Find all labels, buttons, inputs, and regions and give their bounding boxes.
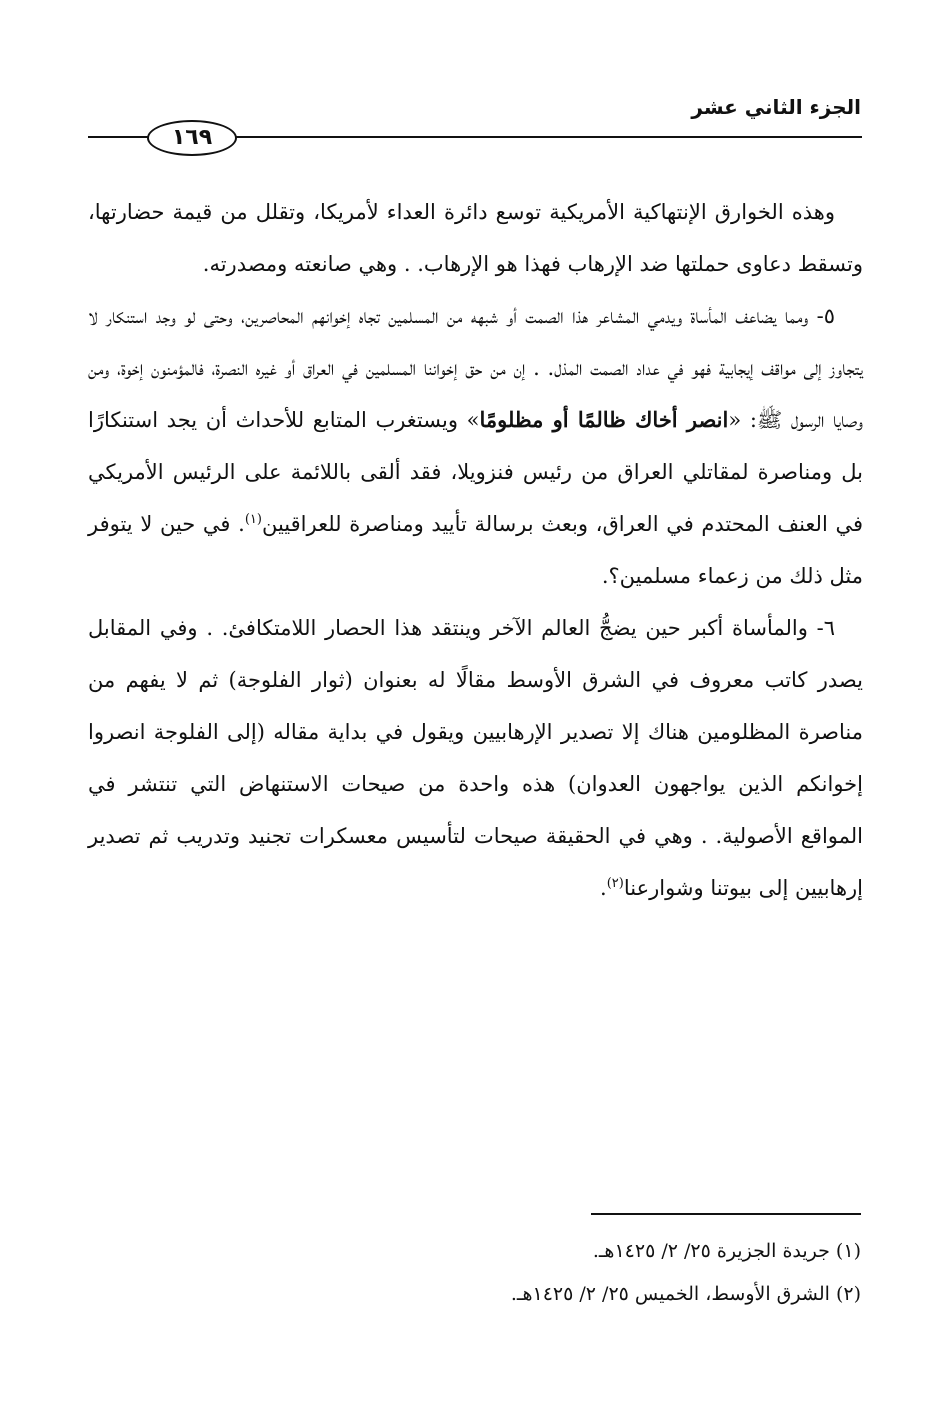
paragraph-2-middle: » ويستغرب المتابع للأحداث أن يجد استنكارًا بل ومناصرة لمقاتلي العراق من رئيس فنزويلا، فقد ألقى باللائمة على الرئيس الأمريكي في العنف المحتدم في العراق، وبعث برسالة تأييد ومناصرة للعراقيين: [88, 408, 863, 536]
paragraph-1: وهذه الخوارق الإنتهاكية الأمريكية توسع دائرة العداء لأمريكا، وتقلل من قيمة حضارتها، وتسقط دعاوى حملتها ضد الإرهاب فهذا هو الإرهاب. . وهي صانعته ومصدرته.: [88, 200, 863, 276]
paragraph-2-end: . في حين لا يتوفر مثل ذلك من زعماء مسلمين؟.: [88, 512, 863, 588]
paragraph-3-end: .: [600, 876, 607, 900]
footnote-2: (٢) الشرق الأوسط، الخميس ٢٥/ ٢/ ١٤٢٥هـ.: [510, 1283, 861, 1305]
footnote-ref-2: (٢): [606, 876, 624, 891]
page-number: ١٦٩: [147, 120, 237, 156]
paragraph-3: [88, 602, 863, 914]
paragraph-2-start: ٥- ومما يضاعف المأساة ويدمي المشاعر هذا الصمت أو شبهه من المسلمين تجاه إخوانهم المحاصرين، وحتى لو وجد استنكار لا يتجاوز إلى مواقف إيجابية فهو في عداد الصمت المذل. . إن من حق إخواننا المسلمين في العراق أو غيره النصرة، فالمؤمنون إخوة، ومن وصايا الرسول ﷺ: «: [88, 304, 863, 432]
footnote-ref-1: (١): [244, 512, 262, 527]
body-text: [88, 186, 863, 914]
paragraph-2: [88, 290, 863, 602]
hadith-quote: انصر أخاك ظالمًا أو مظلومًا: [479, 407, 729, 432]
paragraph-3-text: ٦- والمأساة أكبر حين يضجُّ العالم الآخر وينتقد هذا الحصار اللامتكافئ. . وفي المقابل يصدر كاتب معروف في الشرق الأوسط مقالًا له بعنوان (ثوار الفلوجة) ثم لا يفهم من مناصرة المظلومين هناك إلا تصدير الإرهابيين ويقول في بداية مقاله (إلى الفلوجة انصروا إخوانكم الذين يواجهون العدوان) هذه واحدة من صيحات الاستنهاض التي تنتشر في المواقع الأصولية. . وهي في الحقيقة صيحات لتأسيس معسكرات تجنيد وتدريب ثم تصدير إرهابيين إلى بيوتنا وشوارعنا: [88, 616, 863, 900]
footnote-1: (١) جريدة الجزيرة ٢٥/ ٢/ ١٤٢٥هـ.: [592, 1240, 861, 1262]
footnote-rule: [591, 1213, 861, 1215]
footnotes: [86, 1230, 861, 1316]
header-title: الجزء الثاني عشر: [691, 95, 861, 119]
